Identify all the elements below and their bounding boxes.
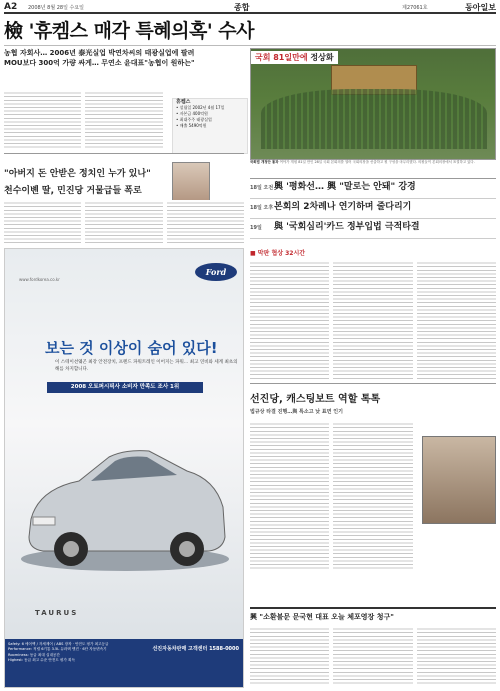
timeline-item xyxy=(250,179,496,199)
negotiation-timeline xyxy=(250,178,496,246)
timeline-time: 18일 오전 xyxy=(250,185,274,191)
text-column xyxy=(333,626,412,686)
text-column xyxy=(250,421,329,571)
ad-subtext: 이 스테이션웨곤 최강 안전장치, 프렌드 파워트레인 이어지는 파워… 최고 연비와 세계 최초의 해를 차지합니다. xyxy=(55,360,238,372)
info-box xyxy=(172,98,248,154)
story-arrest-warrant xyxy=(250,607,496,687)
page-number: A2 xyxy=(4,2,18,12)
dealer-brand: 선진자동차판매 고객센터 1588-0000 xyxy=(152,646,239,652)
text-column xyxy=(4,90,81,148)
info-row: • 최대주주 태광실업 xyxy=(176,117,212,122)
text-column xyxy=(250,260,329,380)
assembly-seats xyxy=(261,89,487,149)
car-image xyxy=(19,409,231,589)
story-subtitle: 법규상 타결 진행…與 특소고 낮 표면 인기 xyxy=(250,409,343,415)
ad-headline: 보는 것 이상이 숨어 있다! xyxy=(45,339,218,357)
story-body xyxy=(250,260,496,380)
info-title: 휴켐스 xyxy=(176,99,191,105)
text-column xyxy=(417,626,496,686)
section-name: 종합 xyxy=(234,2,250,12)
timeline-text: 興 '평화선… 興 "말로는 안돼" 강경 xyxy=(274,182,416,192)
main-headline xyxy=(4,16,496,46)
info-row: • 설립일 2002년 4월 17일 xyxy=(176,105,225,110)
timeline-text: 본회의 2차례나 연기하며 줄다리기 xyxy=(274,202,412,212)
issue-date: 2008년 8월 28일 수요일 xyxy=(28,5,85,11)
photo-caption xyxy=(250,160,496,178)
text-column xyxy=(85,90,162,148)
text-column xyxy=(333,260,412,380)
text-column xyxy=(85,200,162,244)
story-body xyxy=(250,626,496,686)
issue-number: 제27061호 xyxy=(402,5,428,11)
info-row: • 자본금 400억원 xyxy=(176,111,208,116)
text-column xyxy=(250,626,329,686)
story-sub-2: MOU보다 300억 가량 싸게… 무연소 윤대표"농협이 원하는" xyxy=(4,59,195,67)
caption-text: 여야가 개원 81일 만인 28일 국회 본회의를 열어 국회의장을 선출하고 원 구성을 마무리했다. 의원들이 본회의장에서 표결하고 있다. xyxy=(279,160,475,164)
car-model: TAURUS xyxy=(35,609,79,617)
story-negotiation xyxy=(250,248,496,378)
story-chen xyxy=(4,153,244,243)
story-title: 선진당, 캐스팅보트 역할 톡톡 xyxy=(250,394,381,405)
text-column xyxy=(333,421,412,571)
story-kicker: ■ 막판 협상 32시간 xyxy=(250,250,306,257)
text-column xyxy=(167,200,244,244)
timeline-item xyxy=(250,199,496,219)
text-column xyxy=(4,200,81,244)
tag-left: 국회 81일만에 xyxy=(255,53,308,62)
ad-footer-row: Roominess: 동급 최대 실내공간 xyxy=(8,652,60,657)
text-column xyxy=(417,260,496,380)
ad-footer-row: Performance: 직렬 6기통 3.5L 듀라텍 엔진 · 6단 자동변속기 xyxy=(8,647,107,652)
timeline-text: 與 '국회심리'카드 정부입법 극적타결 xyxy=(274,222,420,232)
ad-url[interactable]: www.fordkorea.co.kr xyxy=(19,277,60,282)
ad-footer xyxy=(5,639,243,687)
timeline-time: 18일 오후 xyxy=(250,205,274,211)
info-row: • 매출 5490억원 xyxy=(176,123,207,128)
caption-bold: 국회법 개정안 통과 xyxy=(250,160,279,164)
photo-tag xyxy=(251,51,338,64)
ad-award-bar: 2008 오토퍼시픽사 소비자 만족도 조사 1위 xyxy=(47,382,203,393)
masthead: 동아일보 xyxy=(465,2,496,12)
tag-right: 정상화 xyxy=(310,53,334,62)
page-header xyxy=(4,2,496,14)
ford-advertisement[interactable] xyxy=(4,248,244,688)
ford-logo: Ford xyxy=(195,263,237,281)
timeline-item xyxy=(250,219,496,239)
assembly-photo xyxy=(250,48,496,160)
story-liberty-party xyxy=(250,383,496,603)
story-title: 興 "소환불문 문국현 대표 오늘 체포영장 청구" xyxy=(250,613,394,621)
timeline-time: 19일 xyxy=(250,225,262,231)
ad-footer-row: Highest: 동급 최고 수준 안전도 평가 획득 xyxy=(8,658,75,663)
portrait-photo xyxy=(422,436,496,524)
story-title: "아버지 돈 안받은 정치인 누가 있나" xyxy=(4,169,151,179)
story-subtitle: 천수이볜 딸, 민진당 거물급들 폭로 xyxy=(4,186,142,196)
story-hucams xyxy=(4,48,244,150)
ad-footer-row: Safety: 6 에어백 / 자세제어 / ABS 장착 · 안전도 평가 최고등급 xyxy=(8,642,109,646)
headline-text: 檢 '휴켐스 매각 특혜의혹' 수사 xyxy=(4,20,254,42)
story-sub-1: 농협 자회사… 2006년 泰光실업 박연차씨의 태광실업에 팔려 xyxy=(4,49,195,57)
story-body xyxy=(4,200,244,244)
